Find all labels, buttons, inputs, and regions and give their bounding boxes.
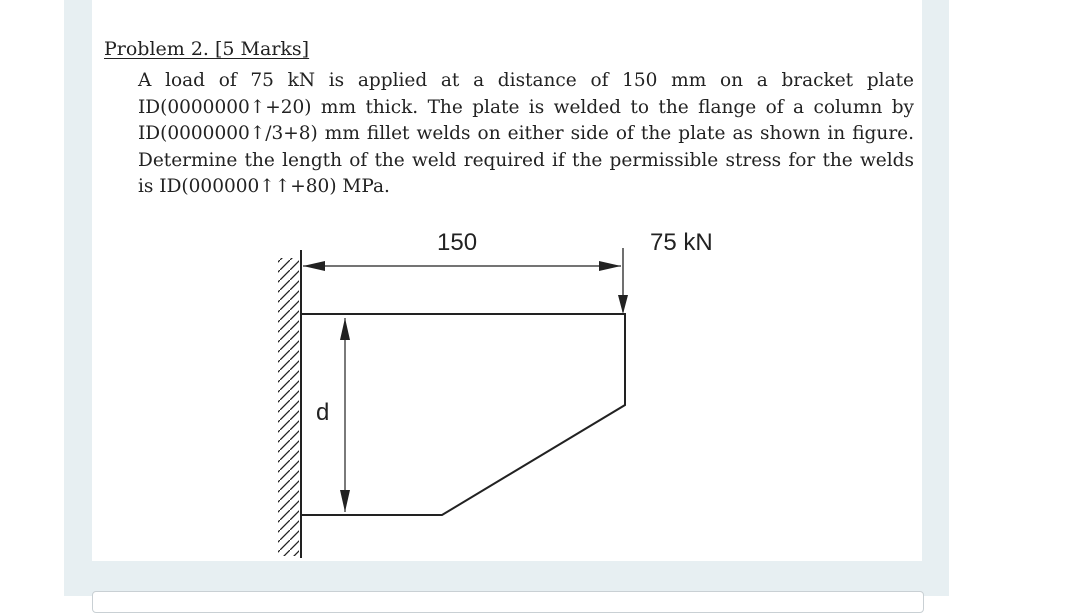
statement-line: A load of 75 kN is applied at a distance of 150 mm on a bracket plate xyxy=(138,70,914,91)
load-arrow xyxy=(618,248,628,314)
statement-line: ID(0000000↑+20) mm thick. The plate is welded to the flange of a column by xyxy=(138,96,914,118)
next-question-card xyxy=(92,591,924,613)
problem-heading: Problem 2. [5 Marks] xyxy=(104,38,310,60)
load-label: 75 kN xyxy=(650,229,713,256)
dimension-150-line xyxy=(303,261,621,271)
bracket-plate xyxy=(301,314,625,515)
statement-line: Determine the length of the weld required if the permissible stress for the welds xyxy=(138,149,914,171)
depth-label: d xyxy=(316,399,330,426)
statement-line: ID(0000000↑/3+8) mm fillet welds on either side of the plate as shown in figure. xyxy=(138,123,914,144)
column-flange xyxy=(278,250,301,558)
statement-line: is ID(000000↑↑+80) MPa. xyxy=(138,176,390,197)
dimension-150-label: 150 xyxy=(437,229,478,256)
